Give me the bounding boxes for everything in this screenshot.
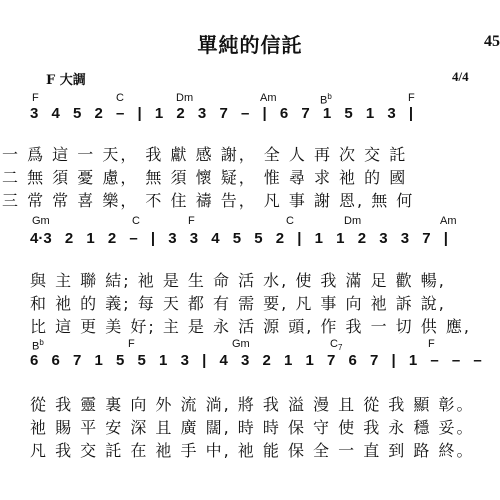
lyric-verse-1: 一 爲 這 一 天， 我 獻 感 謝， 全 人 再 次 交 託	[2, 145, 408, 164]
lyric-verse-3: 凡 我 交 託 在 祂 手 中, 祂 能 保 全 一 直 到 路 終。	[30, 441, 475, 460]
notation-line: 3 4 5 2 – | 1 2 3 7 – | 6 7 1 5 1 3 |	[30, 105, 414, 122]
page-number: 45	[484, 33, 500, 50]
time-signature: 4/4	[452, 69, 469, 84]
chord: F	[188, 215, 195, 227]
chord: Gm	[232, 338, 250, 350]
chord: C	[116, 92, 124, 104]
notation-line: 4·3 2 1 2 – | 3 3 4 5 5 2 | 1 1 2 3 3 7 |	[30, 230, 448, 247]
chord: Dm	[176, 92, 194, 104]
lyric-verse-3: 三 常 常 喜 樂， 不 住 禱 告， 凡 事 謝 恩, 無 何	[2, 191, 415, 210]
chord: Dm	[344, 215, 362, 227]
lyric-verse-3: 比 這 更 美 好; 主 是 永 活 源 頭, 作 我 一 切 供 應,	[30, 317, 471, 336]
lyric-verse-1: 與 主 聯 結; 祂 是 生 命 活 水, 使 我 滿 足 歡 暢,	[30, 271, 446, 290]
chord: Am	[440, 215, 457, 227]
chord: Gm	[32, 215, 50, 227]
notation-line: 6 6 7 1 5 5 1 3 | 4 3 2 1 1 7 6 7 | 1 – – –	[30, 352, 482, 369]
lyric-verse-1: 從 我 靈 裏 向 外 流 淌, 將 我 溢 漫 且 從 我 顯 彰。	[30, 395, 475, 414]
page-title: 單純的信託	[197, 33, 303, 57]
chord: F	[428, 338, 435, 350]
chord: C	[132, 215, 140, 227]
lyric-verse-2: 祂 賜 平 安 深 且 廣 闊, 時 時 保 守 使 我 永 穩 妥。	[30, 418, 475, 437]
lyric-verse-2: 二 無 須 憂 慮， 無 須 懷 疑， 惟 尋 求 祂 的 國	[2, 168, 408, 187]
lyric-verse-2: 和 祂 的 義; 每 天 都 有 需 要, 凡 事 向 祂 訴 說,	[30, 294, 446, 313]
chord: F	[128, 338, 135, 350]
chord: C	[286, 215, 294, 227]
chord: $B^b$	[32, 338, 44, 353]
key-signature: F 大調	[46, 73, 86, 88]
chord: $C_7$	[330, 338, 343, 353]
chord: Am	[260, 92, 277, 104]
chord: F	[32, 92, 39, 104]
chord: F	[408, 92, 415, 104]
chord: $B^b$	[320, 92, 332, 107]
